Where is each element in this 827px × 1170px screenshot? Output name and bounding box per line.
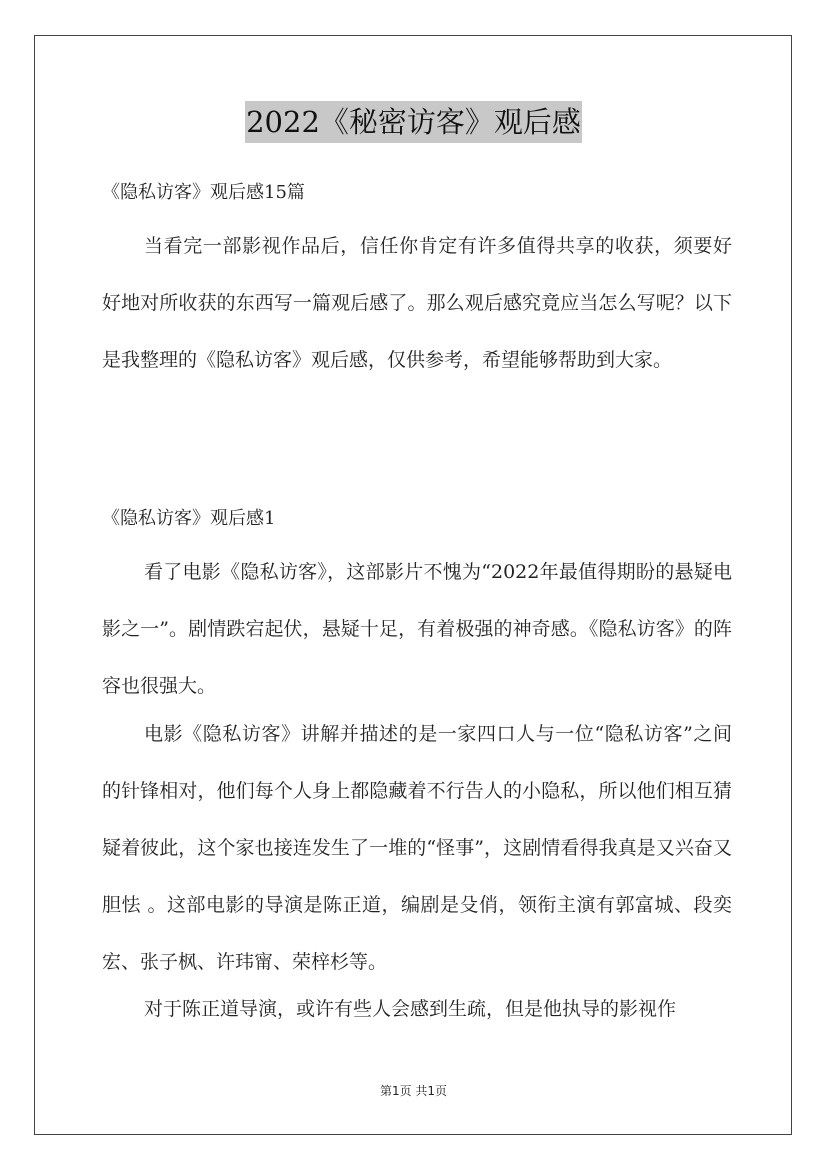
title-container: [0, 101, 827, 143]
body-paragraph: 电影《隐私访客》讲解并描述的是一家四口人与一位“隐私访客”之间的针锋相对，他们每个人身上都隐藏着不行告人的小隐私，所以他们相互猜疑着彼此，这个家也接连发生了一堆的“怪事”，这剧情看得我真是又兴奋又胆怯 。这部电影的导演是陈正道，编剧是殳俏，领衔主演有郭富城、段奕宏、张子枫、许玮甯、荣梓杉等。: [102, 723, 732, 973]
section-heading: 《隐私访客》观后感1: [102, 508, 276, 529]
page-footer: 第1页 共1页: [379, 1084, 448, 1098]
body-paragraph: 对于陈正道导演，或许有些人会感到生疏，但是他执导的影视作: [144, 998, 677, 1020]
body-paragraph: 看了电影《隐私访客》，这部影片不愧为“2022年最值得期盼的悬疑电影之一”。剧情跌宕起伏，悬疑十足，有着极强的神奇感。《隐私访客》的阵容也很强大。: [102, 561, 732, 697]
document-title: 2022《秘密访客》观后感: [245, 101, 582, 143]
document-subtitle: 《隐私访客》观后感15篇: [102, 182, 305, 203]
intro-paragraph: 当看完一部影视作品后，信任你肯定有许多值得共享的收获，须要好好地对所收获的东西写一篇观后感了。那么观后感究竟应当怎么写呢？以下是我整理的《隐私访客》观后感，仅供参考，希望能够帮助到大家。: [102, 235, 732, 371]
